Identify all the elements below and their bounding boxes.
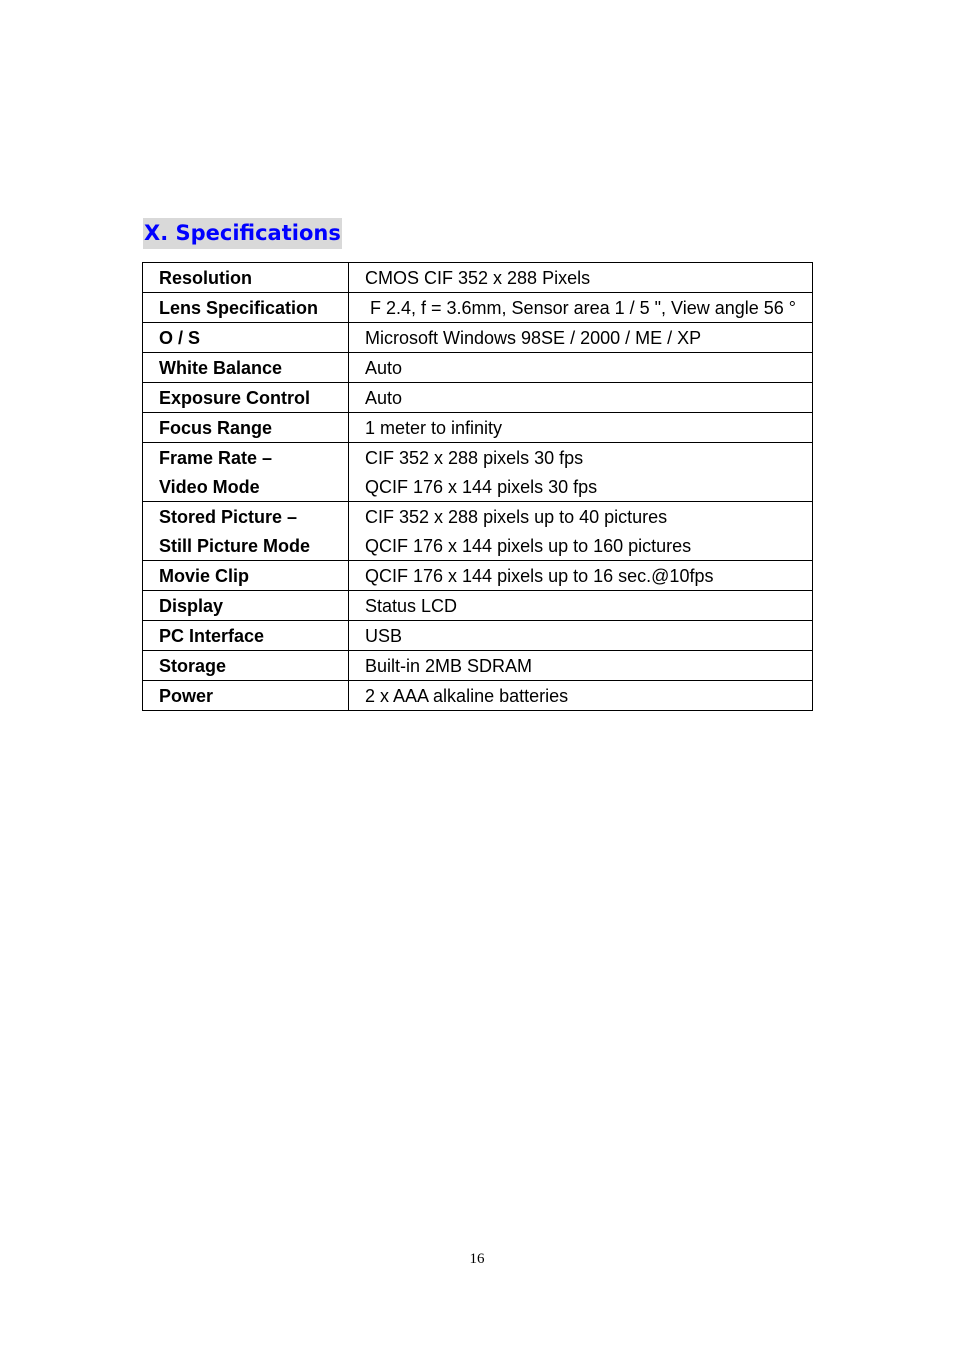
spec-value: CIF 352 x 288 pixels up to 40 pictures QCIF 176 x 144 pixels up to 160 pictures — [349, 502, 813, 561]
spec-label: Resolution — [143, 263, 349, 293]
section-title: X. Specifications — [143, 218, 342, 249]
spec-value: QCIF 176 x 144 pixels up to 16 sec.@10fps — [349, 561, 813, 591]
spec-label: Movie Clip — [143, 561, 349, 591]
spec-row-display — [143, 591, 813, 621]
spec-label: Focus Range — [143, 413, 349, 443]
spec-row-stored-picture — [143, 502, 813, 561]
spec-row-pc-interface — [143, 621, 813, 651]
spec-value: Status LCD — [349, 591, 813, 621]
spec-label: PC Interface — [143, 621, 349, 651]
spec-row-frame-rate — [143, 443, 813, 502]
spec-row-white-balance — [143, 353, 813, 383]
spec-label: Lens Specification — [143, 293, 349, 323]
spec-row-exposure — [143, 383, 813, 413]
spec-label: Storage — [143, 651, 349, 681]
spec-label: Stored Picture – Still Picture Mode — [143, 502, 349, 561]
spec-row-movie-clip — [143, 561, 813, 591]
spec-value: Auto — [349, 383, 813, 413]
spec-row-storage — [143, 651, 813, 681]
spec-value: 1 meter to infinity — [349, 413, 813, 443]
spec-value: Auto — [349, 353, 813, 383]
spec-label: White Balance — [143, 353, 349, 383]
specifications-table — [142, 262, 813, 711]
spec-label: O / S — [143, 323, 349, 353]
spec-value: Built-in 2MB SDRAM — [349, 651, 813, 681]
spec-value: USB — [349, 621, 813, 651]
spec-row-lens — [143, 293, 813, 323]
page-number: 16 — [469, 1251, 485, 1267]
spec-label: Frame Rate – Video Mode — [143, 443, 349, 502]
spec-row-power — [143, 681, 813, 711]
spec-value: CIF 352 x 288 pixels 30 fps QCIF 176 x 144 pixels 30 fps — [349, 443, 813, 502]
spec-label: Power — [143, 681, 349, 711]
spec-row-resolution — [143, 263, 813, 293]
spec-value: CMOS CIF 352 x 288 Pixels — [349, 263, 813, 293]
spec-row-os — [143, 323, 813, 353]
spec-label: Exposure Control — [143, 383, 349, 413]
spec-label: Display — [143, 591, 349, 621]
spec-value: Microsoft Windows 98SE / 2000 / ME / XP — [349, 323, 813, 353]
spec-row-focus-range — [143, 413, 813, 443]
spec-value: 2 x AAA alkaline batteries — [349, 681, 813, 711]
spec-value: F 2.4, f = 3.6mm, Sensor area 1 / 5 ", View angle 56 ° — [349, 293, 813, 323]
